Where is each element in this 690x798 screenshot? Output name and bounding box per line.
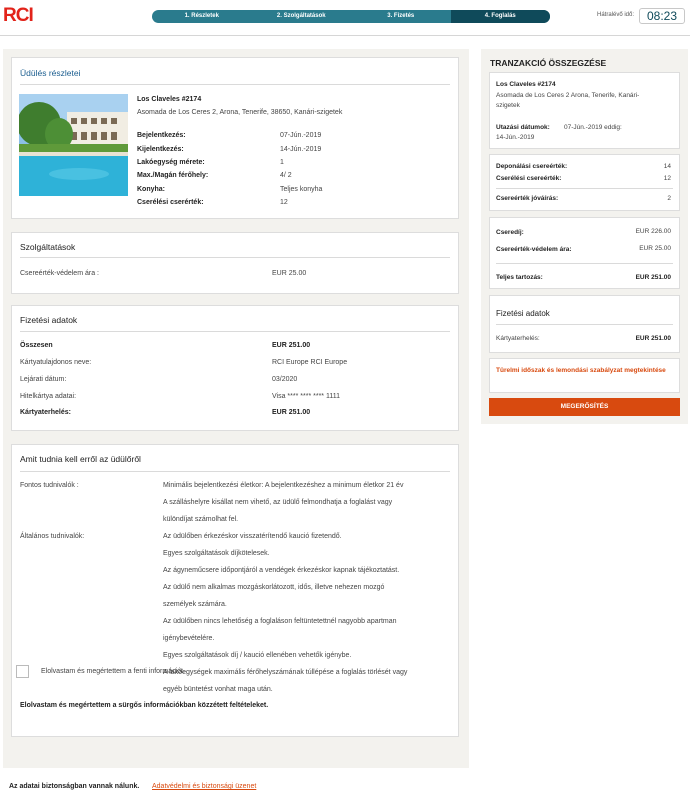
important-label: Fontos tudnivalók : [20,482,79,489]
resort-info-card [11,444,459,737]
fee-value: EUR 226.00 [635,228,671,235]
top-bar [0,0,690,36]
dates-end: 14-Jún.-2019 [496,134,535,141]
detail-label: Kijelentkezés: [137,146,184,153]
step-booking: 4. Foglalás [451,10,551,23]
progress-steps [152,10,550,23]
confirm-button[interactable]: MEGERŐSÍTÉS [489,398,680,416]
privacy-link[interactable]: Adatvédelmi és biztonsági üzenet [152,783,257,790]
summary-fees-card [489,217,680,289]
summary-payment-title: Fizetési adatok [496,309,550,318]
divider [20,257,450,258]
step-services: 2. Szolgáltatások [276,13,326,19]
divider [496,188,673,189]
detail-value: 12 [280,199,288,206]
policy-card [489,358,680,393]
divider [20,331,450,332]
payment-value: EUR 251.00 [272,342,311,349]
protection-value: EUR 25.00 [272,270,307,277]
exchange-value: 12 [663,175,671,182]
exchange-label: Cserélési csereérték: [496,175,562,182]
protection-summary-value: EUR 25.00 [639,245,671,252]
services-title: Szolgáltatások [20,242,76,252]
detail-value: Teljes konyha [280,186,323,193]
payment-label: Kártyatulajdonos neve: [20,359,92,366]
info-line: Az ágyneműcsere időpontjáról a vendégek érkezéskor kapnak tájékoztatást. [163,567,400,574]
info-line: Az üdülő nem alkalmas mozgáskorlátozott, idős, illetve nehezen mozgó [163,584,385,591]
divider [20,471,450,472]
resort-details-card [11,57,459,219]
detail-label: Lakóegység mérete: [137,159,205,166]
detail-value: 14-Jún.-2019 [280,146,322,153]
divider [496,263,673,264]
summary-credits-card [489,154,680,211]
summary-resort-card [489,72,680,149]
fee-label: Cseredíj: [496,229,524,236]
step-details: 1. Részletek [184,13,219,19]
payment-value: 03/2020 [272,376,298,383]
charge-label: Kártyaterhelés: [496,335,540,342]
resort-details-title: Üdülés részletei [20,68,81,78]
info-line: különdíjat számolhat fel. [163,516,239,523]
payment-card [11,305,459,431]
resort-address: Asomada de Los Ceres 2, Arona, Tenerife, 38650, Kanári-szigetek [137,109,343,116]
agree-checkbox[interactable] [16,665,29,678]
payment-value: EUR 251.00 [272,409,311,416]
policy-link[interactable]: Türelmi időszak és lemondási szabályzat megtekintése [496,367,666,374]
footer-security-text: Az adatai biztonságban vannak nálunk. [9,783,140,790]
info-line: Az üdülőben nincs lehetőség a foglaláson feltüntetettnél nagyobb apartman [163,618,397,625]
services-card [11,232,459,294]
info-line: személyek számára. [163,601,227,608]
payment-label: Lejárati dátum: [20,376,67,383]
dates-label: Utazási dátumok: [496,124,550,131]
divider [496,324,673,325]
payment-label: Összesen [20,342,53,349]
total-value: EUR 251.00 [635,274,671,281]
charge-value: EUR 251.00 [635,335,671,342]
summary-resort-name: Los Claveles #2174 [496,81,556,88]
summary-address: szigetek [496,102,520,109]
general-label: Általános tudnivalók: [20,533,85,540]
info-line: A lakóegységek maximális férőhelyszámának túllépése a foglalás törlését vagy [163,669,408,676]
info-line: Egyes szolgáltatások díjkötelesek. [163,550,270,557]
deposit-label: Deponálási csereérték: [496,163,568,170]
countdown-timer: 08:23 [639,8,685,24]
detail-label: Bejelentkezés: [137,132,186,139]
timer-label: Hátralévő idő: [597,12,635,18]
agree-statement: Elolvastam és megértettem a sürgős információkban közzétett feltételeket. [20,702,269,709]
detail-value: 1 [280,159,284,166]
detail-label: Cserélési cserérték: [137,199,204,206]
detail-value: 4/ 2 [280,172,292,179]
credit-value: 2 [667,195,671,202]
summary-title: TRANZAKCIÓ ÖSSZEGZÉSE [490,58,607,68]
agree-checkbox-label[interactable]: Elolvastam és megértettem a fenti információt. [41,668,185,675]
payment-value: RCI Europe RCI Europe [272,359,348,366]
summary-payment-card [489,295,680,353]
detail-label: Max./Magán férőhely: [137,172,209,179]
protection-summary-label: Csereérték-védelem ára: [496,246,572,253]
detail-value: 07-Jún.-2019 [280,132,322,139]
info-line: igénybevételére. [163,635,215,642]
info-line: Egyes szolgáltatások díj / kaució ellenében vehetők igénybe. [163,652,352,659]
detail-label: Konyha: [137,186,165,193]
payment-label: Hitelkártya adatai: [20,393,77,400]
protection-label: Csereérték-védelem ára : [20,270,99,277]
deposit-value: 14 [663,163,671,170]
step-payment: 3. Fizetés [387,13,415,19]
payment-label: Kártyaterhelés: [20,409,71,416]
info-line: Az üdülőben érkezéskor visszatérítendő kaució fizetendő. [163,533,342,540]
rci-logo[interactable]: RCI [3,5,33,26]
payment-title: Fizetési adatok [20,315,78,325]
dates-value: 07-Jún.-2019 eddig: [564,124,622,131]
divider [20,84,450,85]
resort-photo [19,94,128,196]
info-line: A szálláshelyre kisállat nem vihető, az üdülő felmondhatja a foglalást vagy [163,499,393,506]
info-line: Minimális bejelentkezési életkor: A bejelentkezéshez a minimum életkor 21 év [163,482,404,489]
total-label: Teljes tartozás: [496,274,543,281]
info-title: Amit tudnia kell erről az üdülőről [20,454,141,464]
info-line: egyéb büntetést vonhat maga után. [163,686,273,693]
resort-name: Los Claveles #2174 [137,96,202,103]
payment-value: Visa **** **** **** 1111 [272,393,340,400]
credit-label: Csereérték jóváírás: [496,195,559,202]
summary-address: Asomada de Los Ceres 2 Arona, Tenerife, Kanári- [496,92,640,99]
